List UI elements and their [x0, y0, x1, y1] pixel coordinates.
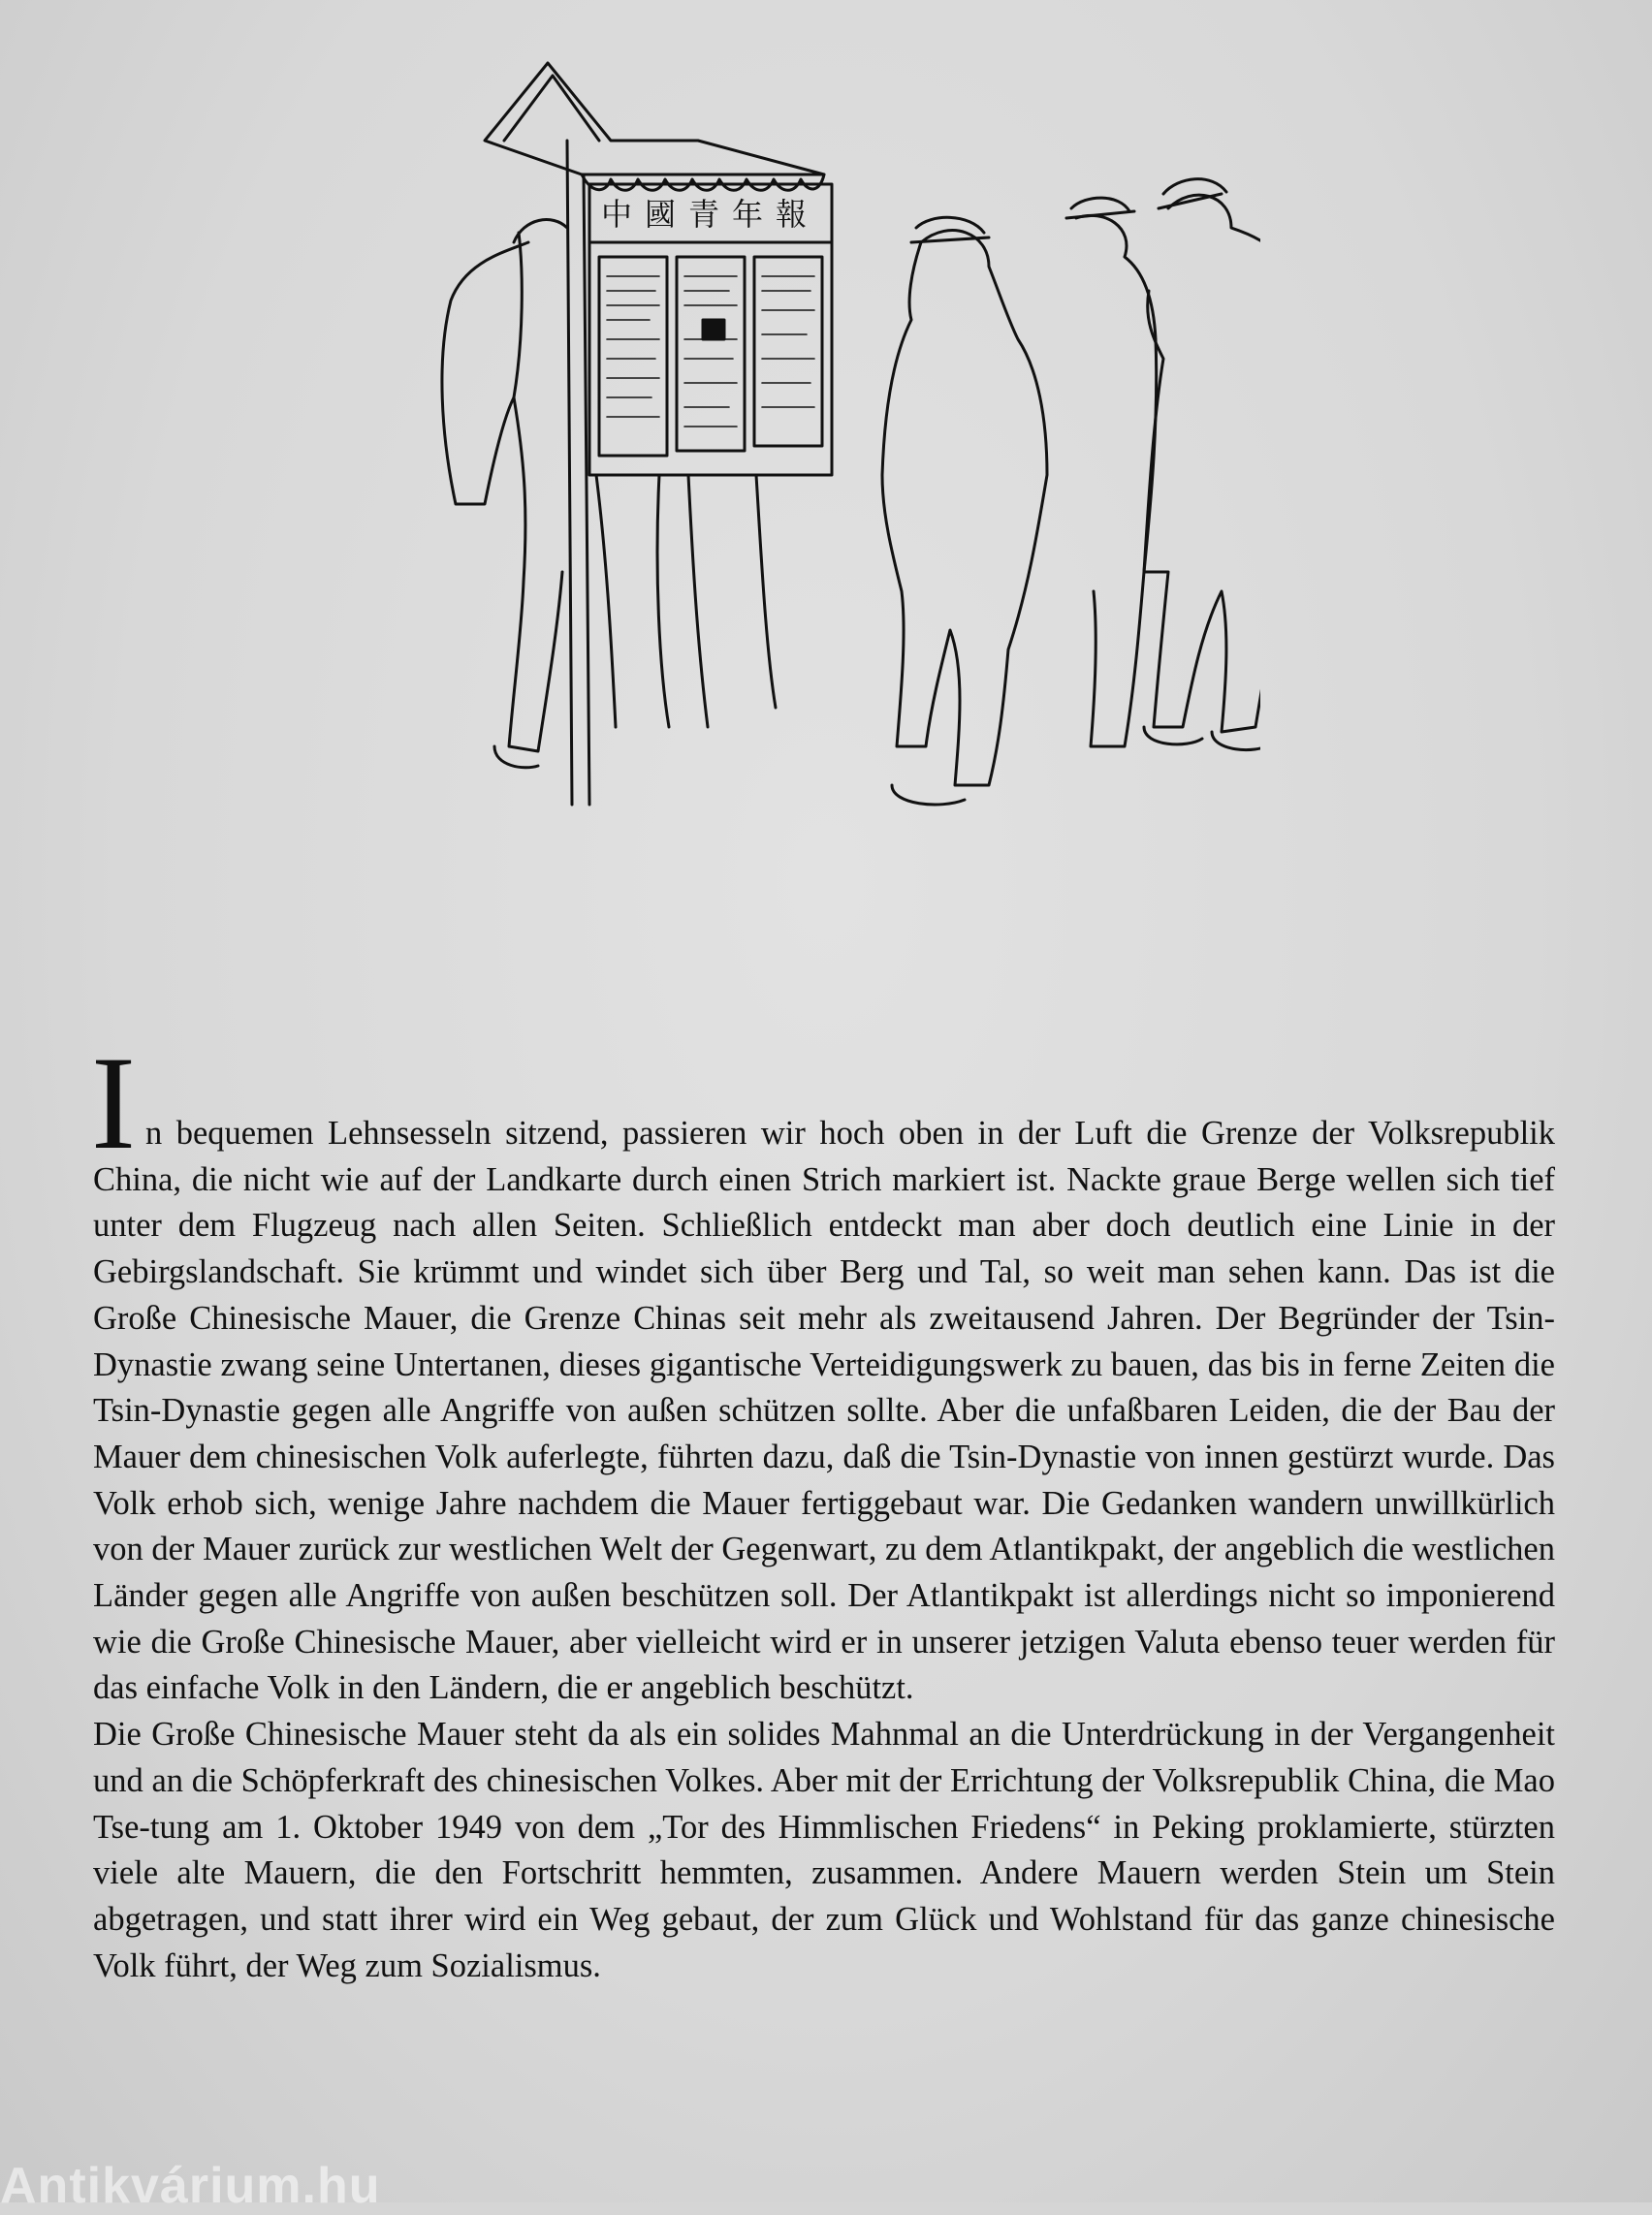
paragraph [91, 1028, 1555, 1712]
signboard-glyph: 報 [776, 196, 808, 233]
paragraph-text: n bequemen Lehnsesseln sitzend, passieren wir hoch oben in der Luft die Grenze der Volksrepublik China, die nicht wie auf der Landkarte durch einen Strich markiert ist. Nackte graue Berge wellen sich tief unter dem Flugzeug nach allen Seiten. Schließlich entdeckt man aber doch deutlich eine Linie in der Gebirgslandschaft. Sie krümmt und windet sich über Berg und Tal, so weit man sehen kann. Das ist die Große Chinesische Mauer, die Grenze Chinas seit mehr als zweitausend Jahren. Der Begründer der Tsin-Dynastie zwang seine Untertanen, dieses gigantische Verteidigungswerk zu bauen, das bis in ferne Zeiten die Tsin-Dynastie gegen alle Angriffe von außen schützen sollte. Aber die unfaßbaren Leiden, die der Bau der Mauer dem chinesischen Volk auferlegte, führten dazu, daß die Tsin-Dynastie von innen gestürzt wurde. Das Volk erhob sich, wenige Jahre nachdem die Mauer fertiggebaut war. Die Gedanken wandern unwillkürlich von der Mauer zurück zur westlichen Welt der Gegenwart, zu dem Atlantikpakt, der angeblich die westlichen Länder gegen alle Angriffe von außen beschützen soll. Der Atlantikpakt ist allerdings nicht so imponierend wie die Große Chinesische Mauer, aber vielleicht wird er in unserer jetzigen Valuta ebenso teuer werden für das einfache Volk in den Ländern, die er angeblich beschützt. [93, 1115, 1555, 1707]
signboard-glyph: 青 [688, 196, 720, 233]
post [567, 141, 589, 805]
drop-cap: I [91, 1028, 136, 1177]
elderly-figure [882, 231, 1047, 785]
roof-outline [485, 63, 824, 174]
right-figure [1144, 195, 1260, 732]
signboard-glyph: 中 [601, 196, 633, 233]
left-figure [442, 242, 562, 751]
signboard-glyph: 國 [645, 196, 677, 233]
signboard-glyph: 年 [732, 196, 764, 233]
article-body [91, 1028, 1555, 1989]
paragraph: Die Große Chinesische Mauer steht da als ein solides Mahnmal an die Unterdrückung in der Vergangenheit und an die Schöpferkraft des chinesischen Volkes. Aber mit der Errichtung der Volksrepublik China, die Mao Tse-tung am 1. Oktober 1949 von dem „Tor des Himmlischen Friedens“ in Peking proklamierte, stürzten viele alte Mauern, die den Fortschritt hemmten, zusammen. Andere Mauern werden Stein um Stein abgetragen, und statt ihrer wird ein Weg gebaut, der zum Glück und Wohlstand für das ganze chinesische Volk führt, der Weg zum Sozialismus. [93, 1716, 1555, 1984]
middle-figure [1076, 215, 1157, 746]
newspaper-board-illustration [368, 48, 1260, 834]
watermark: Antikvárium.hu [0, 2158, 381, 2214]
